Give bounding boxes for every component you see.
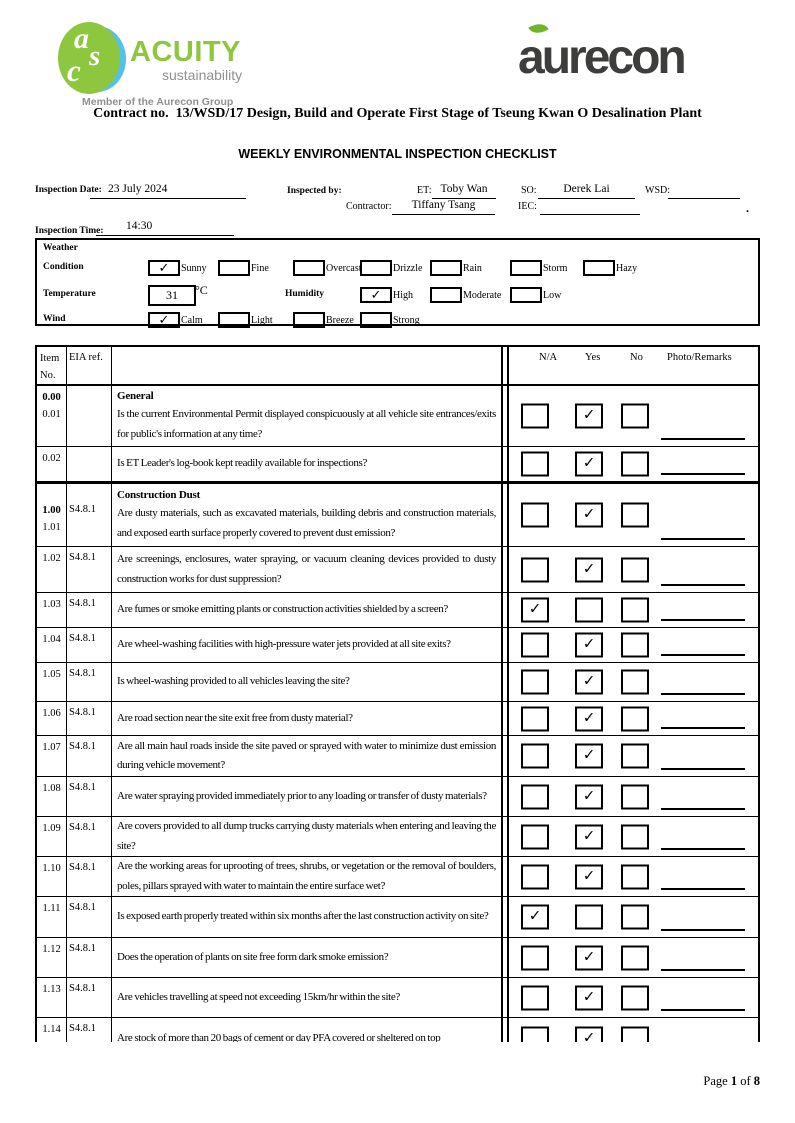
humidity-checkbox-moderate[interactable] [430,287,462,303]
question-text: Are covers provided to all dump trucks carrying dusty materials when entering and leaving the site? [117,820,496,852]
remark-line[interactable] [661,848,745,850]
humidity-option-high [360,286,413,301]
table-row-1.06 [37,702,758,736]
yes-checkbox[interactable]: ✓ [575,404,603,429]
condition-label: Overcast [326,262,362,274]
yes-checkbox[interactable]: ✓ [575,824,603,849]
na-checkbox[interactable] [521,864,549,889]
eia-ref-cell: S4.8.1 [67,857,112,896]
no-checkbox[interactable] [621,404,649,429]
humidity-checkbox-low[interactable] [510,287,542,303]
remark-line[interactable] [661,473,745,475]
condition-checkbox-storm[interactable] [510,260,542,276]
answers-cell [507,857,758,896]
temperature-field[interactable]: 31 [148,285,196,306]
na-checkbox[interactable] [521,633,549,658]
condition-option-fine [218,259,269,274]
question-text: Are stock of more than 20 bags of cement or day PFA covered or sheltered on top [117,1031,441,1042]
no-checkbox[interactable] [621,945,649,970]
yes-checkbox[interactable]: ✓ [575,633,603,658]
table-row-1.14 [37,1018,758,1042]
inspection-time-label: Inspection Time: [35,226,104,236]
inspection-date-field[interactable]: 23 July 2024 [90,181,246,199]
item-no-cell: 1.10 [37,857,67,896]
temperature-unit: °C [195,283,208,297]
acuity-monogram-icon [58,22,124,96]
header-photo-remarks: Photo/Remarks [667,352,732,363]
no-checkbox[interactable] [621,557,649,582]
no-checkbox[interactable] [621,905,649,930]
item-no-cell: 1.06 [37,702,67,735]
item-no-cell: 1.05 [37,663,67,701]
wind-option-breeze [293,311,354,326]
eia-ref-cell: S4.8.1 [67,484,112,546]
question-cell [112,593,503,627]
answers-cell [507,663,758,701]
no-checkbox[interactable] [621,503,649,528]
eia-ref-cell: S4.8.1 [67,897,112,937]
na-checkbox[interactable] [521,503,549,528]
remark-line[interactable] [661,654,745,656]
remark-line[interactable] [661,619,745,621]
so-field[interactable]: Derek Lai [538,181,635,199]
item-no-cell: 1.14 [37,1018,67,1042]
eia-ref-cell: S4.8.1 [67,777,112,816]
wind-option-light [218,311,273,326]
checklist-table [35,345,760,1042]
condition-label: Storm [543,262,568,274]
eia-ref-cell: S4.8.1 [67,593,112,627]
remark-line[interactable] [661,438,745,440]
condition-option-storm [510,259,567,274]
no-checkbox[interactable] [621,1026,649,1042]
item-no-cell: 1.02 [37,547,67,592]
question-cell [112,628,503,662]
temperature-label: Temperature [43,289,96,299]
table-row-0.02 [37,447,758,483]
aurecon-logo [518,26,758,96]
na-checkbox[interactable] [521,985,549,1010]
answers-cell [507,1018,758,1042]
item-no-cell: 1.08 [37,777,67,816]
question-cell [112,817,503,856]
table-row-1.01 [37,483,758,547]
answers-cell [507,702,758,735]
question-text: Is exposed earth properly treated within six months after the last construction activity on site? [117,910,489,923]
na-checkbox[interactable] [521,824,549,849]
table-row-1.02 [37,547,758,593]
yes-checkbox[interactable]: ✓ [575,945,603,970]
na-checkbox[interactable] [521,945,549,970]
answers-cell [507,484,758,546]
section-title: General [117,390,154,402]
table-row-1.12 [37,938,758,978]
question-cell [112,484,503,546]
na-checkbox[interactable]: ✓ [521,905,549,930]
remark-line[interactable] [661,727,745,729]
yes-checkbox[interactable]: ✓ [575,864,603,889]
table-row-0.01 [37,386,758,447]
humidity-checkbox-high[interactable]: ✓ [360,287,392,303]
header-na: N/A [539,352,558,363]
eia-ref-cell: S4.8.1 [67,547,112,592]
remark-line[interactable] [661,929,745,931]
condition-option-overcast [293,259,362,274]
humidity-label: Moderate [463,289,502,301]
header-item-no: Item No. [37,347,67,384]
humidity-option-moderate [430,286,501,301]
item-no-cell: 0.02 [37,447,67,481]
wind-option-strong [360,311,420,326]
question-text: Are water spraying provided immediately prior to any loading or transfer of dusty materials? [117,789,487,802]
condition-option-drizzle [360,259,422,274]
inspection-time-field[interactable]: 14:30 [96,218,234,236]
weather-title: Weather [43,243,78,253]
question-text: Is wheel-washing provided to all vehicles leaving the site? [117,675,350,688]
table-row-1.10 [37,857,758,897]
wind-label: Calm [181,314,203,326]
na-checkbox[interactable] [521,706,549,731]
yes-checkbox[interactable] [575,905,603,930]
iec-label: IEC: [518,201,537,212]
table-row-1.09 [37,817,758,857]
question-text: Are screenings, enclosures, water spraying, or vacuum cleaning devices provided to dusty construction works for dust suppression? [117,553,496,585]
wind-label: Strong [393,314,420,326]
stray-period: . [746,201,749,215]
eia-ref-cell: S4.8.1 [67,702,112,735]
acuity-tagline: sustainability [162,67,243,83]
condition-label: Condition [43,262,84,272]
aurecon-wordmark: aurecon [518,31,684,84]
question-text: Is the current Environmental Permit displayed conspicuously at all vehicle site entrances/exits for public's information at any time? [117,408,496,440]
yes-checkbox[interactable]: ✓ [575,670,603,695]
condition-option-rain [430,259,482,274]
answers-cell [507,593,758,627]
page-number: Page 1 of 8 [703,1074,760,1088]
answers-cell [507,386,758,446]
question-text: Are fumes or smoke emitting plants or construction activities shielded by a screen? [117,603,448,616]
table-row-1.13 [37,978,758,1018]
yes-checkbox[interactable] [575,598,603,623]
no-checkbox[interactable] [621,706,649,731]
na-checkbox[interactable] [521,1026,549,1042]
no-checkbox[interactable] [621,670,649,695]
iec-field[interactable] [540,197,640,215]
question-text: Are wheel-washing facilities with high-pressure water jets provided at all site exits? [117,638,451,651]
contractor-field[interactable]: Tiffany Tsang [392,197,495,215]
question-text: Are dusty materials, such as excavated materials, building debris and construction materials, and exposed earth surface properly covered to prevent dust emission? [117,507,496,539]
header-yes: Yes [585,352,601,363]
answers-cell [507,736,758,776]
condition-label: Hazy [616,262,638,274]
wind-label: Breeze [326,314,354,326]
question-cell [112,1018,503,1042]
answers-cell [507,938,758,977]
condition-label: Rain [463,262,482,274]
acuity-logo [58,20,268,112]
question-text: Are the working areas for uprooting of trees, shrubs, or vegetation or the removal of boulders, poles, pillars sprayed with water to maintain the entire surface wet? [117,860,496,892]
wind-checkbox-breeze[interactable] [293,312,325,328]
eia-ref-cell: S4.8.1 [67,1018,112,1042]
weather-box [35,238,760,326]
yes-checkbox[interactable]: ✓ [575,503,603,528]
table-row-1.11 [37,897,758,938]
remark-line[interactable] [661,969,745,971]
answers-cell [507,817,758,856]
no-checkbox[interactable] [621,985,649,1010]
answers-cell [507,628,758,662]
question-text: Is ET Leader's log-book kept readily available for inspections? [117,457,368,470]
na-checkbox[interactable] [521,670,549,695]
monogram-letter-s: s [89,40,101,72]
no-checkbox[interactable] [621,784,649,809]
yes-checkbox[interactable]: ✓ [575,784,603,809]
question-cell [112,978,503,1017]
eia-ref-cell [67,386,112,446]
yes-checkbox[interactable]: ✓ [575,1026,603,1042]
eia-ref-cell [67,447,112,481]
condition-option-hazy [583,259,637,274]
answers-cell [507,547,758,592]
question-cell [112,702,503,735]
question-text: Are road section near the site exit free from dusty material? [117,711,353,724]
eia-ref-cell: S4.8.1 [67,663,112,701]
question-text: Are all main haul roads inside the site paved or sprayed with water to minimize dust emission during vehicle movement? [117,739,496,771]
item-no-cell: 1.00 1.01 [37,484,67,546]
so-label: SO: [521,185,537,196]
eia-ref-cell: S4.8.1 [67,978,112,1017]
wsd-field[interactable] [668,181,740,199]
answers-cell [507,897,758,937]
remark-line[interactable] [661,538,745,540]
condition-checkbox-overcast[interactable] [293,260,325,276]
item-no-cell: 1.04 [37,628,67,662]
question-cell [112,663,503,701]
condition-option-sunny [148,259,207,274]
monogram-letter-c: c [67,53,81,88]
wind-checkbox-calm[interactable]: ✓ [148,312,180,328]
answers-cell [507,978,758,1017]
remark-line[interactable] [661,1009,745,1011]
table-row-1.07 [37,736,758,777]
na-checkbox[interactable] [521,557,549,582]
table-header-row [37,347,758,386]
header-answers [507,347,758,384]
humidity-label: High [393,289,413,301]
item-no-cell: 0.00 0.01 [37,386,67,446]
condition-label: Drizzle [393,262,423,274]
item-no-cell: 1.11 [37,897,67,937]
monogram-letter-a: a [74,22,89,55]
remark-line[interactable] [661,808,745,810]
remark-line[interactable] [661,693,745,695]
question-cell [112,897,503,937]
yes-checkbox[interactable]: ✓ [575,744,603,769]
remark-line[interactable] [661,584,745,586]
question-text: Does the operation of plants on site free form dark smoke emission? [117,950,389,963]
eia-ref-cell: S4.8.1 [67,736,112,776]
condition-checkbox-rain[interactable] [430,260,462,276]
table-row-1.08 [37,777,758,817]
answers-cell [507,447,758,481]
eia-ref-cell: S4.8.1 [67,817,112,856]
na-checkbox[interactable] [521,404,549,429]
remark-line[interactable] [661,888,745,890]
page-title: WEEKLY ENVIRONMENTAL INSPECTION CHECKLIST [238,147,557,161]
item-no-cell: 1.07 [37,736,67,776]
et-label: ET: [417,185,432,196]
no-checkbox[interactable] [621,633,649,658]
header-no: No [630,352,643,363]
question-cell [112,938,503,977]
humidity-label: Humidity [285,289,325,299]
no-checkbox[interactable] [621,744,649,769]
question-cell [112,857,503,896]
item-no-cell: 1.09 [37,817,67,856]
no-checkbox[interactable] [621,864,649,889]
wsd-label: WSD: [645,185,670,196]
question-cell [112,547,503,592]
na-checkbox[interactable] [521,784,549,809]
condition-checkbox-drizzle[interactable] [360,260,392,276]
condition-label: Fine [251,262,269,274]
table-row-1.03 [37,593,758,628]
humidity-label: Low [543,289,562,301]
et-field[interactable]: Toby Wan [432,181,496,199]
item-no-cell: 1.12 [37,938,67,977]
yes-checkbox[interactable]: ✓ [575,557,603,582]
no-checkbox[interactable] [621,598,649,623]
eia-ref-cell: S4.8.1 [67,938,112,977]
condition-label: Sunny [181,262,207,274]
wind-label: Wind [43,314,66,324]
table-row-1.05 [37,663,758,702]
question-cell [112,777,503,816]
inspection-date-label: Inspection Date: [35,185,102,195]
header-question [112,347,503,384]
contractor-label: Contractor: [346,201,392,212]
yes-checkbox[interactable]: ✓ [575,452,603,477]
table-row-1.04 [37,628,758,663]
question-cell [112,736,503,776]
humidity-option-low [510,286,561,301]
wind-label: Light [251,314,273,326]
section-title: Construction Dust [117,489,201,501]
condition-checkbox-hazy[interactable] [583,260,615,276]
condition-checkbox-sunny[interactable]: ✓ [148,260,180,276]
na-checkbox[interactable] [521,744,549,769]
no-checkbox[interactable] [621,824,649,849]
yes-checkbox[interactable]: ✓ [575,706,603,731]
eia-ref-cell: S4.8.1 [67,628,112,662]
answers-cell [507,777,758,816]
header-eia-ref: EIA ref. [67,347,112,384]
item-no-cell: 1.03 [37,593,67,627]
yes-checkbox[interactable]: ✓ [575,985,603,1010]
na-checkbox[interactable]: ✓ [521,598,549,623]
wind-checkbox-light[interactable] [218,312,250,328]
contract-title: Contract no. 13/WSD/17 Design, Build and Operate First Stage of Tseung Kwan O Desalination Plant [93,106,702,121]
question-cell [112,447,503,481]
wind-option-calm [148,311,203,326]
condition-checkbox-fine[interactable] [218,260,250,276]
question-cell [112,386,503,446]
wind-checkbox-strong[interactable] [360,312,392,328]
acuity-wordmark: ACUITY [130,36,241,68]
inspected-by-label: Inspected by: [287,186,342,196]
no-checkbox[interactable] [621,452,649,477]
question-text: Are vehicles travelling at speed not exceeding 15km/hr within the site? [117,990,400,1003]
acuity-member-line: Member of the Aurecon Group [82,96,234,108]
remark-line[interactable] [661,768,745,770]
na-checkbox[interactable] [521,452,549,477]
item-no-cell: 1.13 [37,978,67,1017]
